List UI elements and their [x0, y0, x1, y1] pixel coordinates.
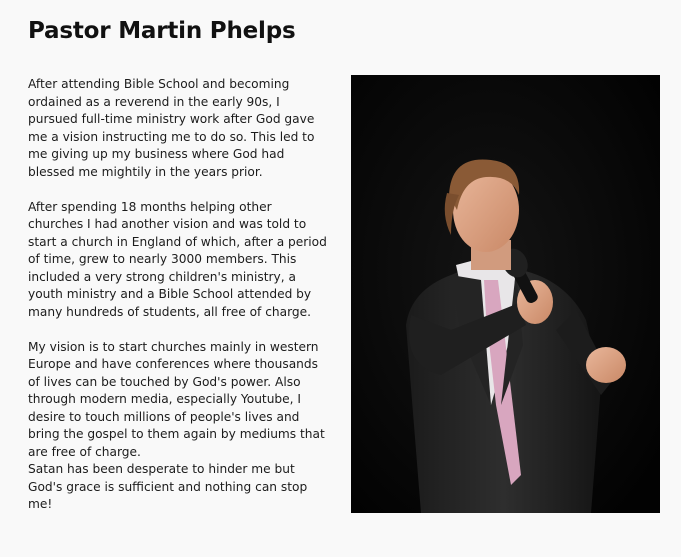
bio-paragraph: My vision is to start churches mainly in western Europe and have conferences where thousands of lives can be touched by God's power. Also through modern media, especially Youtube, I desire to touch millions of people's lives and bring the gospel to them again by mediums that are free of charge.: [28, 339, 325, 459]
bio-paragraph: After attending Bible School and becoming ordained as a reverend in the early 90s, I pursued full-time ministry work after God gave me a vision instructing me to do so. This led to me giving up my business where God had blessed me mightily in the years prior.: [28, 77, 315, 179]
pastor-photo: [351, 75, 660, 513]
speaker-with-microphone-photo-icon: [351, 75, 660, 513]
bio-paragraph: Satan has been desperate to hinder me but God's grace is sufficient and nothing can stop me!: [28, 462, 308, 511]
bio-text: [28, 76, 330, 514]
page-title: Pastor Martin Phelps: [28, 18, 296, 44]
bio-paragraph: After spending 18 months helping other churches I had another vision and was told to start a church in England of which, after a period of time, grew to nearly 3000 members. This included a very strong children's ministry, a youth ministry and a Bible School attended by many hundreds of students, all free of charge.: [28, 199, 327, 319]
